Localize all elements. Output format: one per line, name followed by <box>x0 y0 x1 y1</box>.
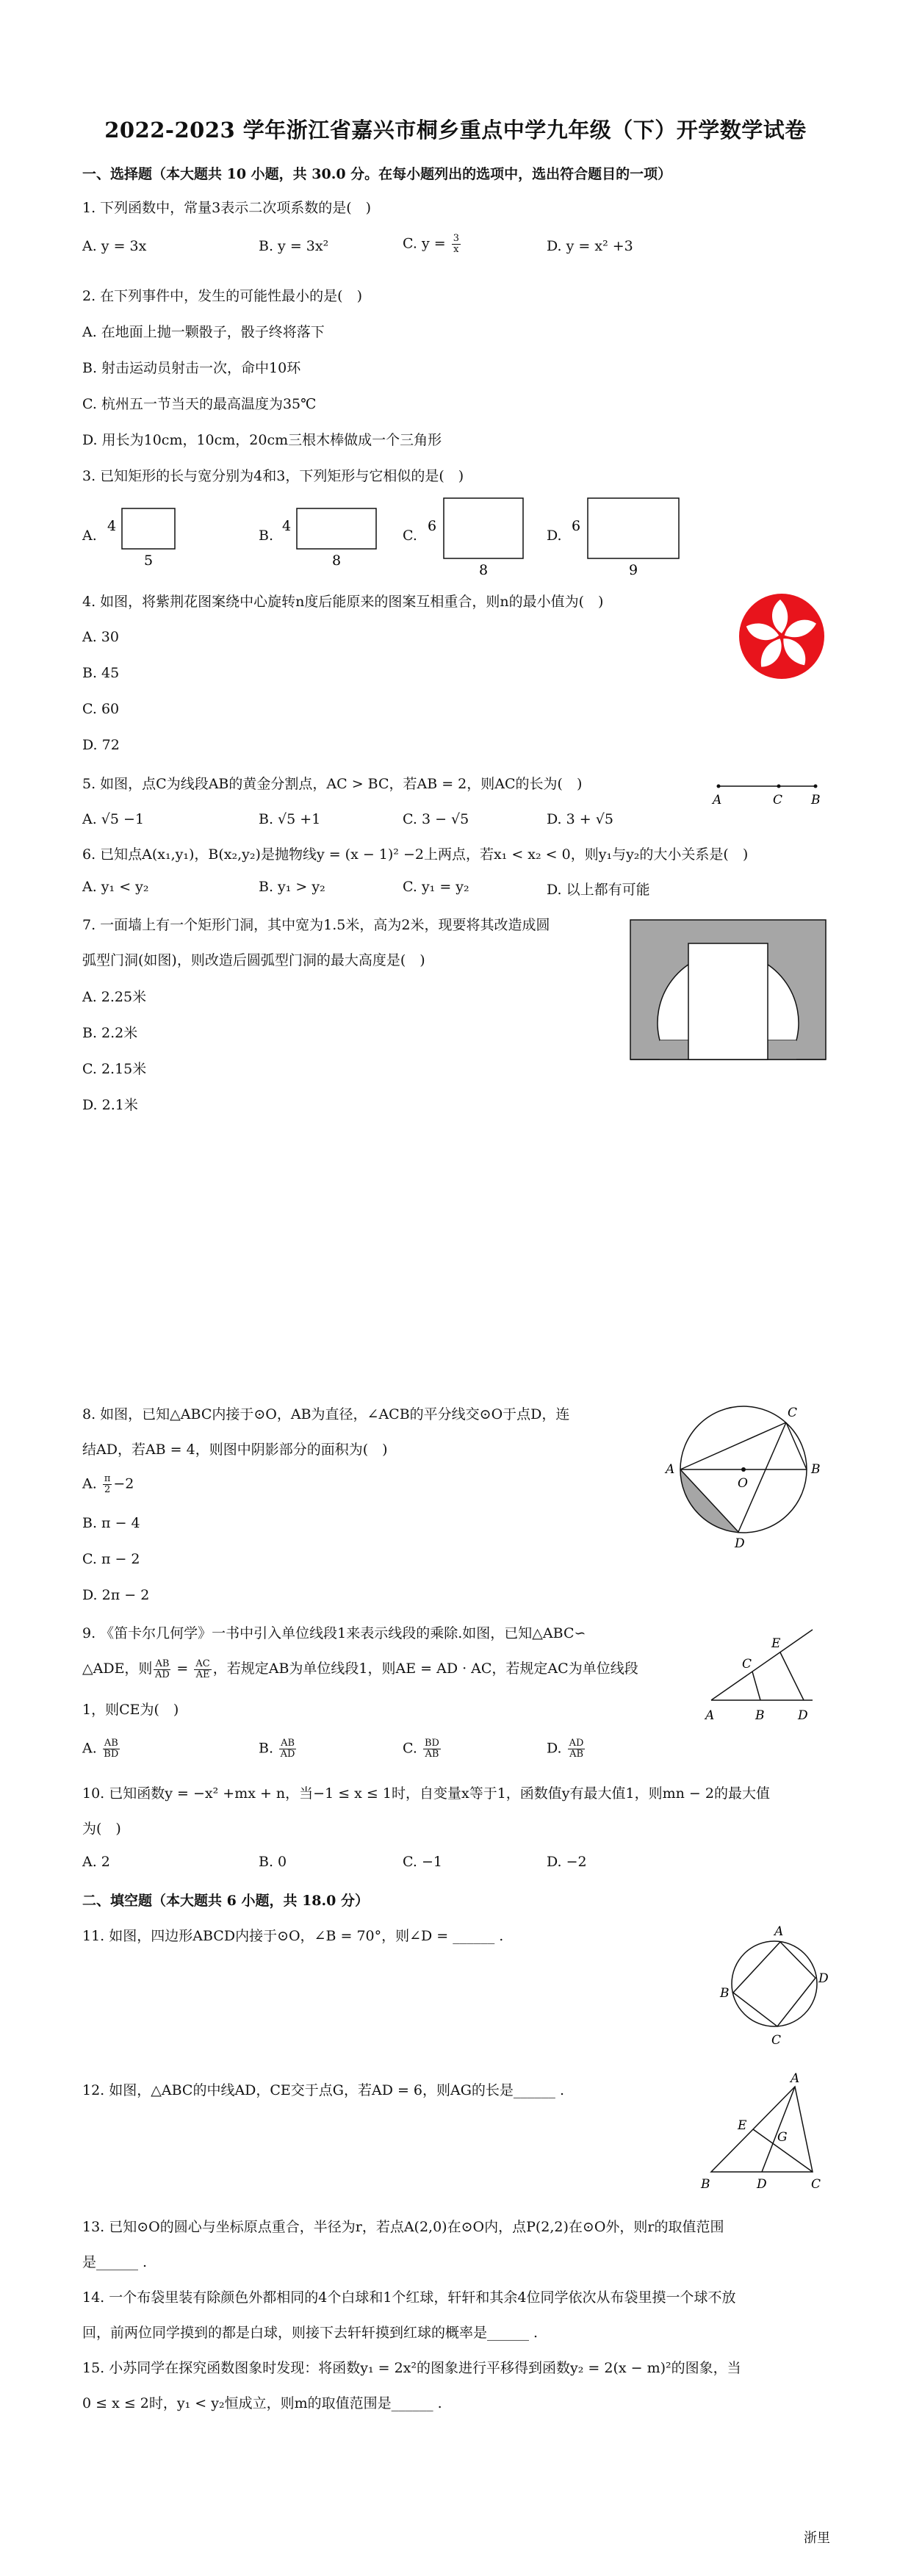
question-2-option-a: A. 在地面上抛一颗骰子，骰子终将落下 <box>82 324 325 340</box>
denominator: AB <box>569 1749 584 1760</box>
question-3-stem: 3. 已知矩形的长与宽分别为4和3，下列矩形与它相似的是( ) <box>82 468 464 484</box>
question-8-option-b: B. π − 4 <box>82 1515 140 1531</box>
question-7-option-b: B. 2.2米 <box>82 1025 138 1041</box>
point-a-label: A <box>666 1462 675 1477</box>
question-3-option-d-label: D. <box>547 528 562 544</box>
question-9-stem-line2: △ADE，则 $\frac{AB}{AD}$ = $\frac{AC}{AE}$ ，若规定AB为单位线段1，则AE = AD · AC，若规定AC为单位线段 <box>82 1658 638 1680</box>
question-6-option-c: C. y₁ = y₂ <box>403 879 469 895</box>
denominator: AE <box>195 1669 210 1680</box>
point-c-label: C <box>773 793 783 807</box>
point-e-label: E <box>738 2118 747 2133</box>
rect-c-bottom-label: 8 <box>479 562 489 578</box>
question-6-stem: 6. 已知点A(x₁,y₁)，B(x₂,y₂)是抛物线y = (x − 1)² −2上两点，若x₁ < x₂ < 0，则y₁与y₂的大小关系是( ) <box>82 846 749 863</box>
question-1-option-a: A. y = 3x <box>82 238 147 254</box>
point-b-label: B <box>701 2177 710 2192</box>
numerator: π <box>104 1473 111 1484</box>
question-5-option-c: C. 3 − √5 <box>403 811 469 827</box>
question-14-stem-line2: 回，前两位同学摸到的都是白球，则接下去轩轩摸到红球的概率是______ . <box>82 2325 539 2341</box>
rect-b-bottom-label: 8 <box>332 553 342 569</box>
point-g-label: G <box>777 2130 788 2145</box>
question-8-stem-line1: 8. 如图，已知△ABC内接于⊙O，AB为直径，∠ACB的平分线交⊙O于点D，连 <box>82 1406 570 1422</box>
question-10-option-d: D. −2 <box>547 1854 587 1870</box>
question-10-option-c: C. −1 <box>403 1854 442 1870</box>
question-4-option-a: A. 30 <box>82 629 119 645</box>
rect-b-side-label: 4 <box>282 518 292 534</box>
option-prefix: C. <box>403 1740 417 1757</box>
question-8-stem-line2: 结AD，若AB = 4，则图中阴影部分的面积为( ) <box>82 1442 388 1458</box>
question-2-option-c: C. 杭州五一节当天的最高温度为35℃ <box>82 396 317 412</box>
point-a-label: A <box>791 2071 800 2086</box>
question-5-option-b: B. √5 +1 <box>259 811 321 827</box>
question-9-stem-line3: 1，则CE为( ) <box>82 1702 179 1718</box>
point-d-label: D <box>735 1536 745 1551</box>
option-a-prefix: A. <box>82 1475 97 1492</box>
numerator: 3 <box>453 233 459 244</box>
section-heading-choice: 一、选择题（本大题共 10 小题，共 30.0 分。在每小题列出的选项中，选出符合题目的一项） <box>82 166 672 182</box>
point-b-label: B <box>720 1986 730 2001</box>
denominator: AD <box>155 1669 170 1680</box>
question-5-option-d: D. 3 + √5 <box>547 811 613 827</box>
question-13-stem-line1: 13. 已知⊙O的圆心与坐标原点重合，半径为r，若点A(2,0)在⊙O内，点P(2,2)在⊙O外，则r的取值范围 <box>82 2219 724 2235</box>
question-1-option-b: B. y = 3x² <box>259 238 329 254</box>
point-c-label: C <box>811 2177 821 2192</box>
question-3-option-c-label: C. <box>403 528 417 544</box>
numerator: AC <box>195 1658 210 1669</box>
question-6-option-b: B. y₁ > y₂ <box>259 879 325 895</box>
question-15-stem-line1: 15. 小苏同学在探究函数图象时发现：将函数y₁ = 2x²的图象进行平移得到函数y₂ = 2(x − m)²的图象，当 <box>82 2360 741 2376</box>
question-6-option-a: A. y₁ < y₂ <box>82 879 149 895</box>
question-10-stem-line2: 为( ) <box>82 1821 121 1837</box>
denominator: BD <box>104 1749 119 1760</box>
question-10-option-b: B. 0 <box>259 1854 287 1870</box>
point-a-label: A <box>713 793 722 807</box>
point-o-label: O <box>738 1476 748 1491</box>
rect-a-side-label: 4 <box>107 518 117 534</box>
question-8-option-c: C. π − 2 <box>82 1551 140 1567</box>
numerator: AB <box>281 1738 295 1749</box>
point-a-label: A <box>774 1924 784 1939</box>
question-2-option-b: B. 射击运动员射击一次，命中10环 <box>82 360 301 376</box>
question-4-option-d: D. 72 <box>82 737 120 753</box>
option-c-prefix: C. y = <box>403 235 446 252</box>
question-13-stem-line2: 是______ . <box>82 2254 148 2270</box>
question-11-stem: 11. 如图，四边形ABCD内接于⊙O，∠B = 70°，则∠D = ______ . <box>82 1928 504 1944</box>
denominator: 2 <box>104 1484 111 1495</box>
section-heading-fill: 二、填空题（本大题共 6 小题，共 18.0 分） <box>82 1893 369 1909</box>
question-3-option-b-label: B. <box>259 528 274 544</box>
denominator: AB <box>425 1749 439 1760</box>
stem-prefix: △ADE，则 <box>82 1661 153 1677</box>
point-d-label: D <box>757 2177 767 2192</box>
option-prefix: B. <box>259 1740 274 1757</box>
question-14-stem-line1: 14. 一个布袋里装有除颜色外都相同的4个白球和1个红球，轩轩和其余4位同学依次从布袋里摸一个球不放 <box>82 2289 736 2306</box>
option-a-suffix: −2 <box>113 1475 134 1492</box>
page-title: 2022-2023 学年浙江省嘉兴市桐乡重点中学九年级（下）开学数学试卷 <box>104 118 807 143</box>
question-7-option-d: D. 2.1米 <box>82 1097 138 1113</box>
point-c-label: C <box>788 1406 798 1420</box>
numerator: AB <box>104 1738 118 1749</box>
question-10-stem-line1: 10. 已知函数y = −x² +mx + n，当−1 ≤ x ≤ 1时，自变量x等于1，函数值y有最大值1，则mn − 2的最大值 <box>82 1785 770 1802</box>
option-prefix: D. <box>547 1740 562 1757</box>
question-9-stem-line1: 9. 《笛卡尔几何学》一书中引入单位线段1来表示线段的乘除.如图，已知△ABC∽ <box>82 1625 586 1641</box>
point-a-label: A <box>705 1708 715 1723</box>
question-5-stem: 5. 如图，点C为线段AB的黄金分割点，AC > BC，若AB = 2，则AC的长为( ) <box>82 776 583 792</box>
question-2-stem: 2. 在下列事件中，发生的可能性最小的是( ) <box>82 288 362 304</box>
question-7-option-a: A. 2.25米 <box>82 989 147 1005</box>
rect-a-bottom-label: 5 <box>144 553 154 569</box>
point-d-label: D <box>818 1971 829 1986</box>
point-e-label: E <box>771 1636 781 1651</box>
point-b-label: B <box>755 1708 765 1723</box>
footer-watermark: 浙里 <box>804 2530 830 2546</box>
rect-d-side-label: 6 <box>572 518 581 534</box>
question-12-stem: 12. 如图，△ABC的中线AD，CE交于点G，若AD = 6，则AG的长是______ . <box>82 2082 565 2098</box>
question-10-option-a: A. 2 <box>82 1854 110 1870</box>
question-7-stem-line1: 7. 一面墙上有一个矩形门洞，其中宽为1.5米，高为2米，现要将其改造成圆 <box>82 917 550 933</box>
question-1-option-d: D. y = x² +3 <box>547 238 633 254</box>
rect-c-side-label: 6 <box>428 518 437 534</box>
point-c-label: C <box>771 2033 782 2048</box>
question-1-stem: 1. 下列函数中，常量3表示二次项系数的是( ) <box>82 200 372 216</box>
point-b-label: B <box>811 1462 821 1477</box>
numerator: AD <box>569 1738 584 1749</box>
point-b-label: B <box>811 793 821 807</box>
point-c-label: C <box>742 1657 752 1672</box>
question-15-stem-line2: 0 ≤ x ≤ 2时，y₁ < y₂恒成立，则m的取值范围是______ . <box>82 2395 442 2411</box>
question-5-option-a: A. √5 −1 <box>82 811 145 827</box>
option-prefix: A. <box>82 1740 97 1757</box>
question-2-option-d: D. 用长为10cm，10cm，20cm三根木棒做成一个三角形 <box>82 432 442 448</box>
rect-d-bottom-label: 9 <box>629 562 638 578</box>
question-4-option-c: C. 60 <box>82 701 120 717</box>
question-4-option-b: B. 45 <box>82 665 120 681</box>
numerator: AB <box>155 1658 170 1669</box>
question-7-option-c: C. 2.15米 <box>82 1061 147 1077</box>
question-4-stem: 4. 如图，将紫荆花图案绕中心旋转n度后能原来的图案互相重合，则n的最小值为( ) <box>82 594 604 610</box>
stem-middle: ，若规定AB为单位线段1，则AE = AD · AC，若规定AC为单位线段 <box>212 1661 638 1677</box>
numerator: BD <box>424 1738 439 1749</box>
question-8-option-d: D. 2π − 2 <box>82 1587 150 1603</box>
denominator: x <box>453 244 459 255</box>
question-3-option-a-label: A. <box>82 528 97 544</box>
denominator: AD <box>280 1749 295 1760</box>
question-7-stem-line2: 弧型门洞(如图)，则改造后圆弧型门洞的最大高度是( ) <box>82 952 425 968</box>
question-6-option-d: D. 以上都有可能 <box>547 882 650 898</box>
point-d-label: D <box>798 1708 808 1723</box>
